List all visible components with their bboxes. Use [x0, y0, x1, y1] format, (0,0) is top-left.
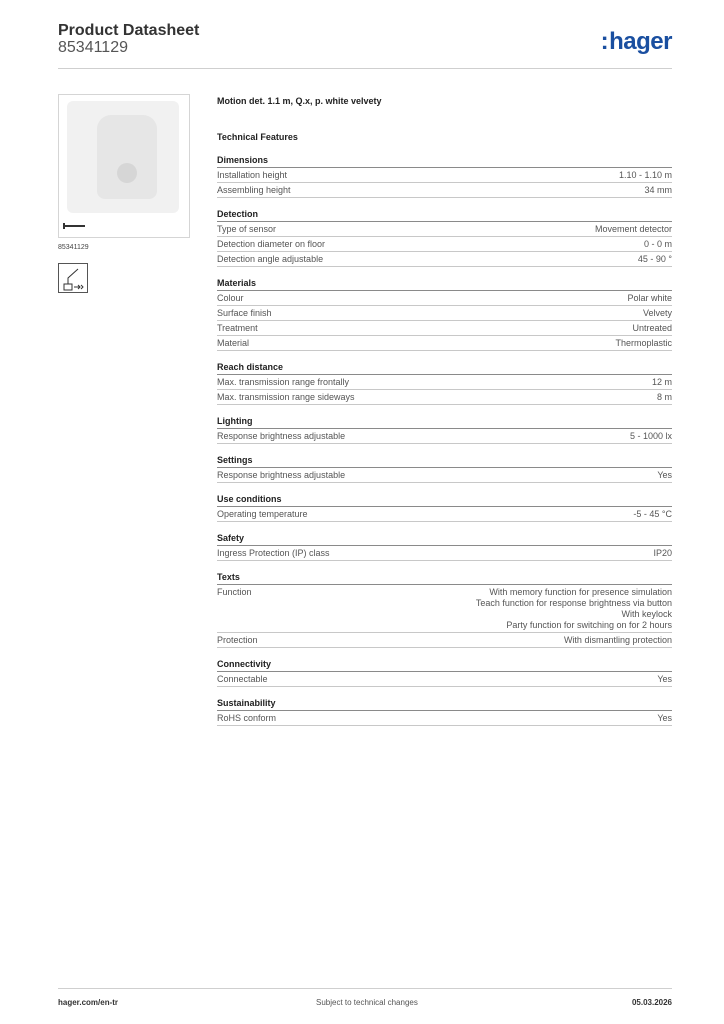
spec-section: [217, 493, 672, 522]
spec-value: 45 - 90 °: [637, 254, 672, 264]
spec-row: [217, 429, 672, 444]
spec-section: [217, 361, 672, 405]
spec-value: Movement detector: [594, 224, 672, 234]
product-image: [58, 94, 190, 238]
spec-label: Detection diameter on floor: [217, 239, 326, 249]
spec-section: [217, 697, 672, 726]
spec-section: [217, 154, 672, 198]
spec-value: 8 m: [656, 392, 672, 402]
spec-label: Installation height: [217, 170, 288, 180]
spec-value: 34 mm: [644, 185, 672, 195]
spec-row: [217, 168, 672, 183]
spec-value: Yes: [657, 713, 672, 723]
footer-date: 05.03.2026: [631, 998, 672, 1007]
spec-label: Protection: [217, 635, 258, 645]
spec-label: Material: [217, 338, 250, 348]
spec-row: [217, 468, 672, 483]
section-title: Safety: [217, 532, 672, 546]
spec-section: [217, 454, 672, 483]
spec-value: 1.10 - 1.10 m: [618, 170, 672, 180]
spec-label: Response brightness adjustable: [217, 431, 346, 441]
spec-row: [217, 375, 672, 390]
section-title: Detection: [217, 208, 672, 222]
spec-row: [217, 585, 672, 633]
sensor-symbol-icon: [58, 263, 88, 293]
hager-logo: [601, 28, 672, 56]
spec-row: [217, 237, 672, 252]
spec-value: Polar white: [627, 293, 672, 303]
spec-value: Yes: [657, 470, 672, 480]
spec-value: 12 m: [651, 377, 672, 387]
spec-section: [217, 532, 672, 561]
spec-value: Thermoplastic: [615, 338, 672, 348]
spec-label: RoHS conform: [217, 713, 277, 723]
spec-sections: [217, 154, 672, 726]
spec-row: [217, 633, 672, 648]
product-code: 85341129: [58, 39, 128, 56]
logo-colon-icon: :: [600, 28, 609, 55]
footer-website: hager.com/en-tr: [58, 998, 119, 1007]
technical-features-heading: Technical Features: [217, 132, 298, 142]
section-title: Connectivity: [217, 658, 672, 672]
sensor-lens: [117, 163, 137, 183]
section-title: Sustainability: [217, 697, 672, 711]
section-title: Use conditions: [217, 493, 672, 507]
spec-row: [217, 183, 672, 198]
spec-section: [217, 277, 672, 351]
spec-row: [217, 672, 672, 687]
spec-label: Connectable: [217, 674, 268, 684]
spec-value: Yes: [657, 674, 672, 684]
spec-row: [217, 306, 672, 321]
image-caption: 85341129: [58, 244, 89, 251]
section-title: Texts: [217, 571, 672, 585]
header-divider: [58, 68, 672, 69]
product-name: Motion det. 1.1 m, Q.x, p. white velvety: [217, 96, 382, 106]
sensor-dome: [97, 115, 157, 199]
spec-row: [217, 336, 672, 351]
spec-value: Velvety: [642, 308, 672, 318]
spec-label: Max. transmission range frontally: [217, 377, 350, 387]
spec-row: [217, 507, 672, 522]
spec-section: [217, 415, 672, 444]
spec-row: [217, 390, 672, 405]
spec-label: Max. transmission range sideways: [217, 392, 355, 402]
spec-row: [217, 222, 672, 237]
spec-content: [217, 94, 672, 726]
spec-label: Treatment: [217, 323, 258, 333]
spec-section: [217, 208, 672, 267]
page-title: Product Datasheet: [58, 22, 200, 39]
spec-row: [217, 546, 672, 561]
footer-note: Subject to technical changes: [316, 998, 418, 1007]
scale-ruler-icon: [63, 225, 85, 227]
spec-label: Detection angle adjustable: [217, 254, 324, 264]
section-title: Lighting: [217, 415, 672, 429]
spec-label: Surface finish: [217, 308, 272, 318]
section-title: Materials: [217, 277, 672, 291]
spec-row: [217, 321, 672, 336]
footer-divider: [58, 988, 672, 989]
spec-section: [217, 658, 672, 687]
spec-value: IP20: [653, 548, 672, 558]
spec-row: [217, 252, 672, 267]
spec-value: 0 - 0 m: [643, 239, 672, 249]
spec-label: Assembling height: [217, 185, 291, 195]
spec-label: Ingress Protection (IP) class: [217, 548, 330, 558]
cover-plate: [67, 101, 179, 213]
spec-row: [217, 711, 672, 726]
spec-value: -5 - 45 °C: [633, 509, 672, 519]
section-title: Reach distance: [217, 361, 672, 375]
spec-value: With memory function for presence simulation Teach function for response brightness via button With keylock Party function for switching on for 2 hours: [475, 587, 672, 630]
spec-section: [217, 571, 672, 648]
logo-text: hager: [609, 28, 672, 55]
spec-label: Function: [217, 587, 252, 597]
spec-label: Response brightness adjustable: [217, 470, 346, 480]
spec-value: 5 - 1000 lx: [629, 431, 672, 441]
spec-label: Type of sensor: [217, 224, 277, 234]
spec-label: Operating temperature: [217, 509, 308, 519]
section-title: Dimensions: [217, 154, 672, 168]
spec-value: Untreated: [632, 323, 672, 333]
spec-row: [217, 291, 672, 306]
spec-label: Colour: [217, 293, 244, 303]
section-title: Settings: [217, 454, 672, 468]
spec-value: With dismantling protection: [563, 635, 672, 645]
